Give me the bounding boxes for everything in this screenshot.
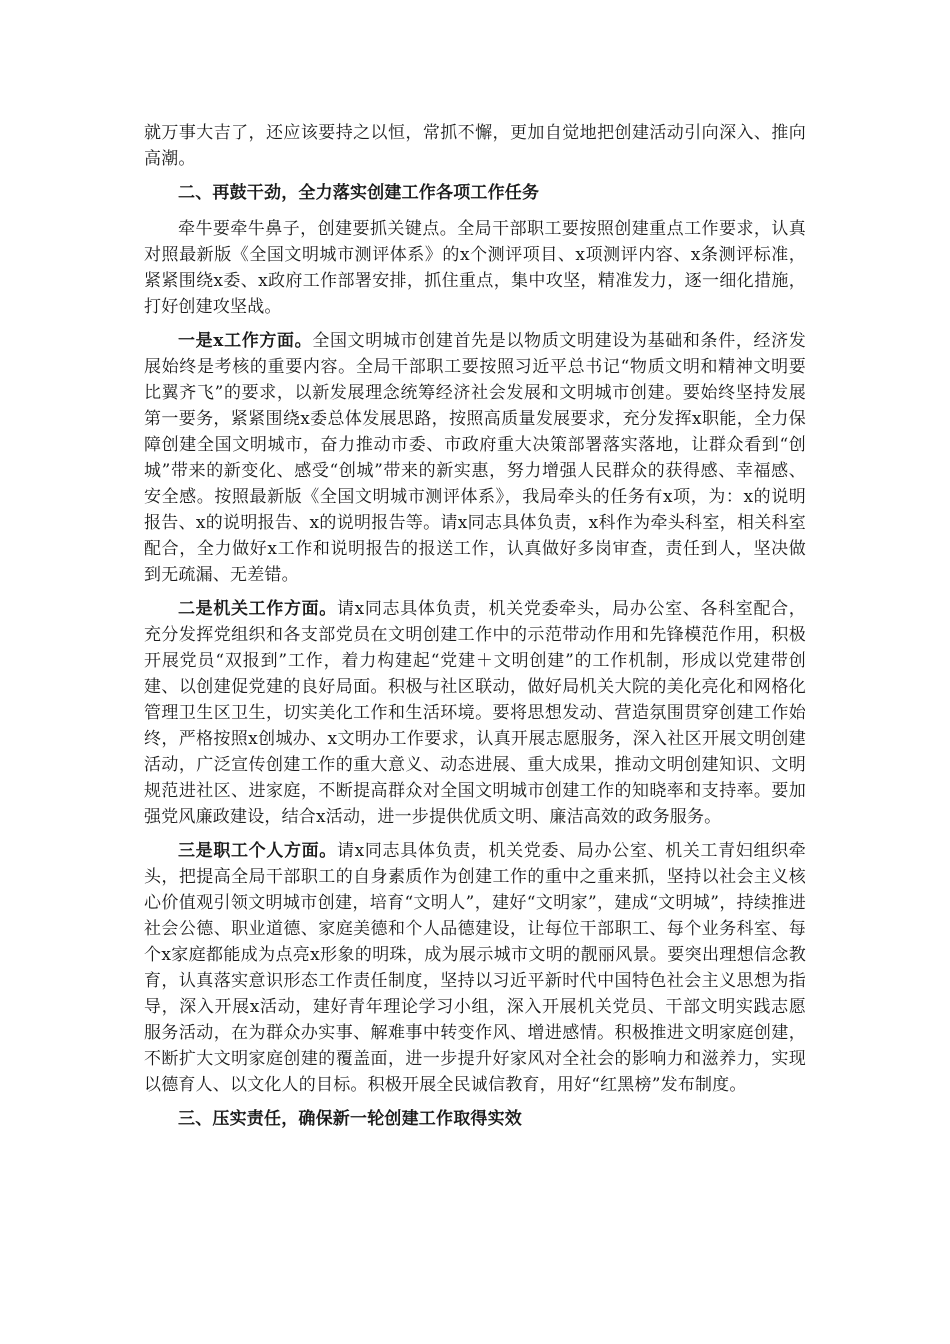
section-3-heading: 三、压实责任，确保新一轮创建工作取得实效 bbox=[178, 1109, 522, 1129]
item-3-lead: 三是职工个人方面。 bbox=[178, 841, 337, 861]
document-page bbox=[144, 120, 806, 1142]
item-2-paragraph bbox=[144, 596, 806, 830]
item-3-paragraph bbox=[144, 838, 806, 1098]
item-3-body: 请x同志具体负责，机关党委、局办公室、机关工青妇组织牵头，把提高全局干部职工的自身素质作为创建工作的重中之重来抓，坚持以社会主义核心价值观引领文明城市创建，培育“文明人”，建好“文明家”，建成“文明城”，持续推进社会公德、职业道德、家庭美德和个人品德建设，让每位干部职工、每个业务科室、每个x家庭都能成为点亮x形象的明珠，成为展示城市文明的靓丽风景。要突出理想信念教育，认真落实意识形态工作责任制度，坚持以习近平新时代中国特色社会主义思想为指导，深入开展x活动，建好青年理论学习小组，深入开展机关党员、干部文明实践志愿服务活动，在为群众办实事、解难事中转变作风、增进感情。积极推进文明家庭创建，不断扩大文明家庭创建的覆盖面，进一步提升好家风对全社会的影响力和滋养力，实现以德育人、以文化人的目标。积极开展全民诚信教育，用好“红黑榜”发布制度。 bbox=[144, 841, 806, 1095]
section-2-heading: 二、再鼓干劲，全力落实创建工作各项工作任务 bbox=[178, 183, 540, 203]
item-1-lead: 一是x工作方面。 bbox=[178, 331, 313, 351]
intro-continuation-paragraph: 就万事大吉了，还应该要持之以恒，常抓不懈，更加自觉地把创建活动引向深入、推向高潮。 bbox=[144, 123, 806, 169]
item-2-lead: 二是机关工作方面。 bbox=[178, 599, 337, 619]
item-1-body: 全国文明城市创建首先是以物质文明建设为基础和条件，经济发展始终是考核的重要内容。全局干部职工要按照习近平总书记“物质文明和精神文明要比翼齐飞”的要求，以新发展理念统筹经济社会发展和文明城市创建。要始终坚持发展第一要务，紧紧围绕x委总体发展思路，按照高质量发展要求，充分发挥x职能，全力保障创建全国文明城市，奋力推动市委、市政府重大决策部署落实落地，让群众看到“创城”带来的新变化、感受“创城”带来的新实惠，努力增强人民群众的获得感、幸福感、安全感。按照最新版《全国文明城市测评体系》，我局牵头的任务有x项，为：x的说明报告、x的说明报告、x的说明报告等。请x同志具体负责，x科作为牵头科室，相关科室配合，全力做好x工作和说明报告的报送工作，认真做好多岗审查，责任到人，坚决做到无疏漏、无差错。 bbox=[144, 331, 806, 585]
item-2-body: 请x同志具体负责，机关党委牵头，局办公室、各科室配合，充分发挥党组织和各支部党员在文明创建工作中的示范带动作用和先锋模范作用，积极开展党员“双报到”工作，着力构建起“党建＋文明创建”的工作机制，形成以党建带创建、以创建促党建的良好局面。积极与社区联动，做好局机关大院的美化亮化和网格化管理卫生区卫生，切实美化工作和生活环境。要将思想发动、营造氛围贯穿创建工作始终，严格按照x创城办、x文明办工作要求，认真开展志愿服务，深入社区开展文明创建活动，广泛宣传创建工作的重大意义、动态进展、重大成果，推动文明创建知识、文明规范进社区、进家庭，不断提高群众对全国文明城市创建工作的知晓率和支持率。要加强党风廉政建设，结合x活动，进一步提供优质文明、廉洁高效的政务服务。 bbox=[144, 599, 806, 827]
section-2-intro-paragraph: 牵牛要牵牛鼻子，创建要抓关键点。全局干部职工要按照创建重点工作要求，认真对照最新版《全国文明城市测评体系》的x个测评项目、x项测评内容、x条测评标准，紧紧围绕x委、x政府工作部署安排，抓住重点，集中攻坚，精准发力，逐一细化措施，打好创建攻坚战。 bbox=[144, 219, 806, 317]
item-1-paragraph bbox=[144, 328, 806, 588]
